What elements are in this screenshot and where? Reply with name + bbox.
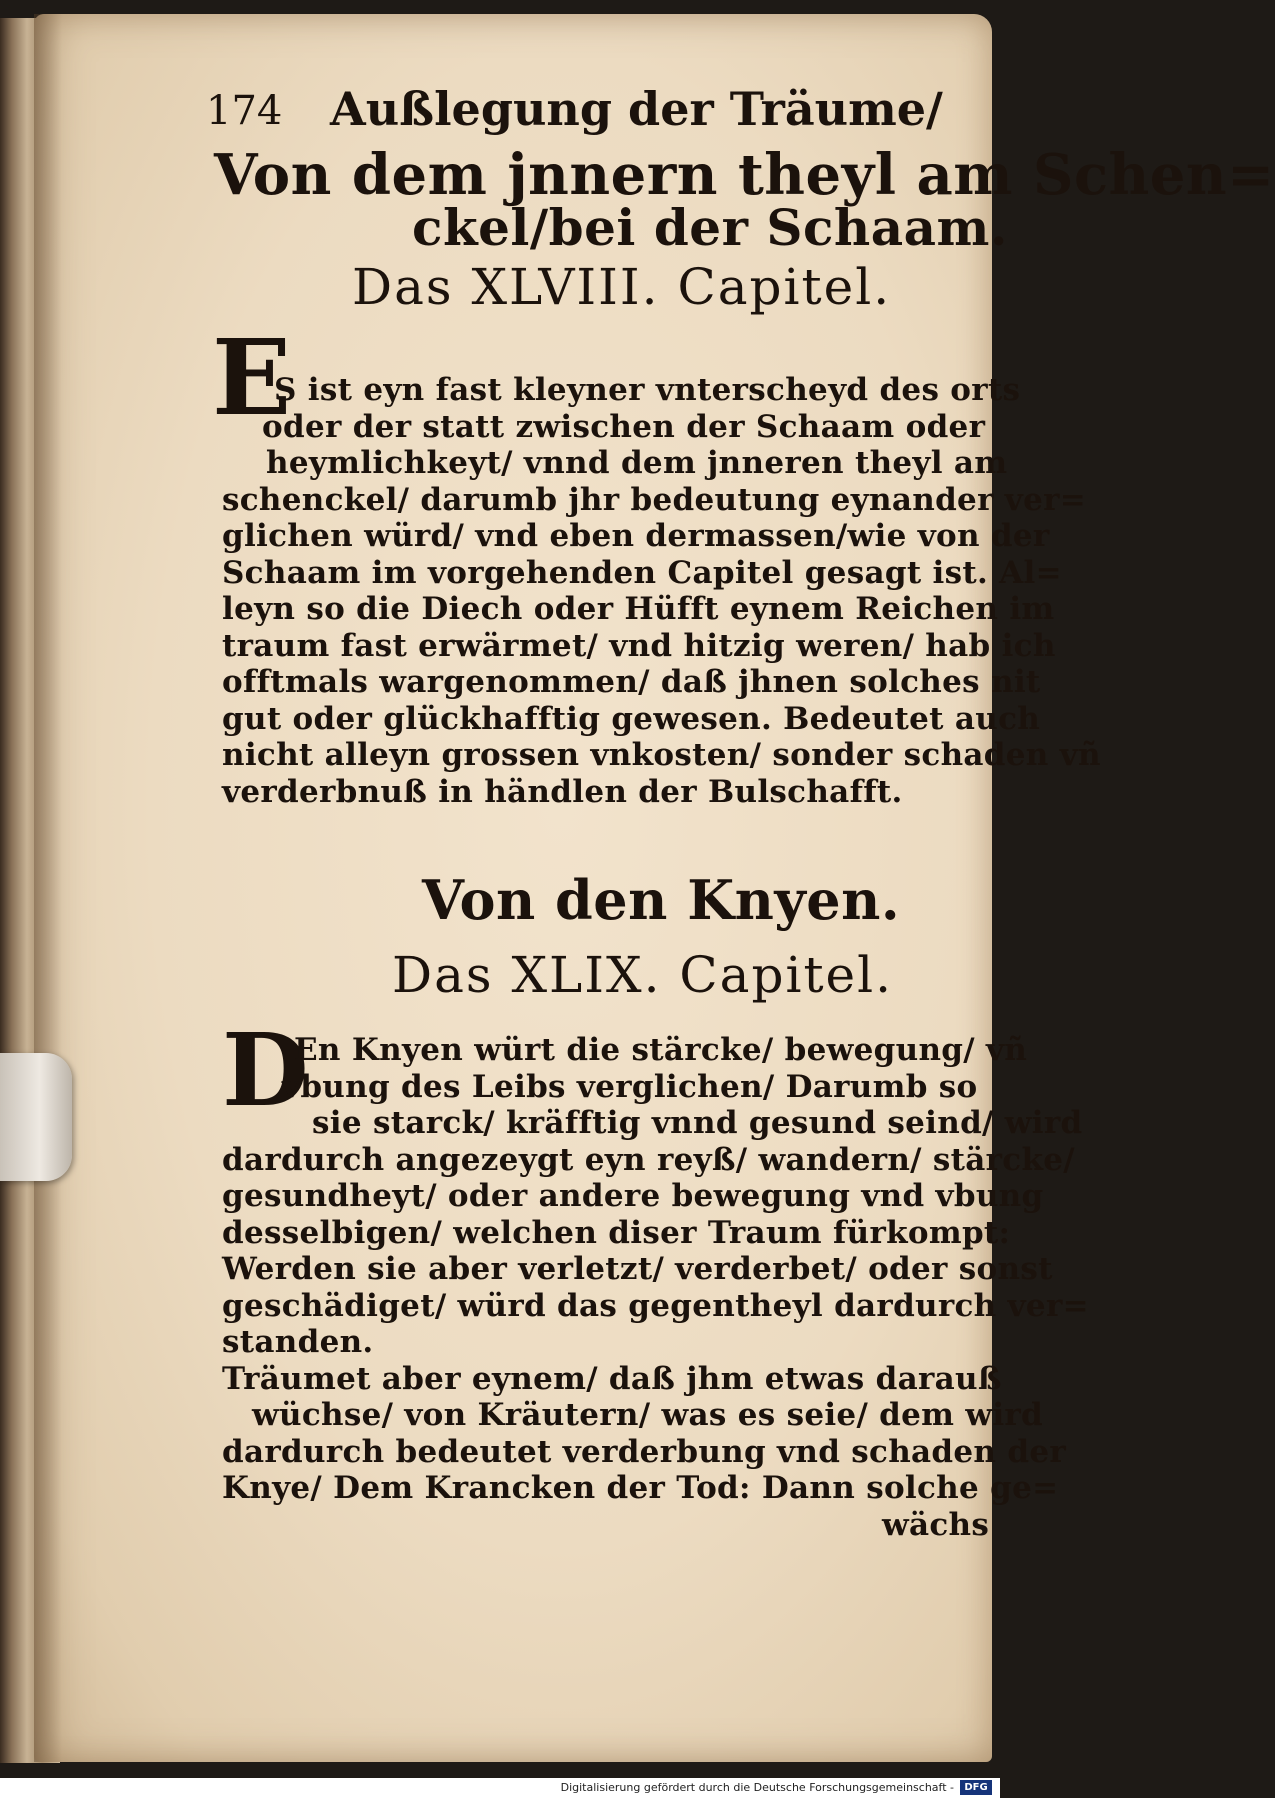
chapter-49-body-line: geschädiget/ würd das gegentheyl dardurch ver= [222,1287,1089,1324]
chapter-49-body-line: standen. [222,1324,374,1360]
chapter-49-body-line: dardurch bedeutet verderbung vnd schaden der [222,1433,1066,1470]
chapter-49-caption: Das XLIX. Capitel. [392,946,894,1004]
chapter-49-body-line: gesundheyt/ oder andere bewegung vnd vbung [222,1178,1044,1214]
chapter-49-body-line: Knye/ Dem Krancken der Tod: Dann solche ge= [222,1470,1059,1506]
chapter-49-body-line: vbung des Leibs verglichen/ Darumb so [282,1068,978,1105]
chapter-48-body-line: leyn so die Diech oder Hüfft eynem Reichen im [222,591,1055,627]
chapter-48-body-line: nicht alleyn grossen vnkosten/ sonder schaden vñ [222,737,1101,773]
chapter-48-body-line: gut oder glückhafftig gewesen. Bedeutet auch [222,700,1041,737]
chapter-48-initial: E [212,316,292,439]
page-clip [0,1053,72,1181]
chapter-49-body-line: Träumet aber eynem/ daß jhm etwas darauß [222,1360,1002,1397]
page-number: 174 [206,88,283,134]
chapter-48-body-line: verderbnuß in händlen der Bulschafft. [222,773,903,810]
chapter-49-title: Von den Knyen. [422,868,901,932]
chapter-49-initial: D [222,1011,309,1129]
chapter-49-body-line: wüchse/ von Kräutern/ was es seie/ dem wird [252,1397,1044,1433]
chapter-48-body-line: Schaam im vorgehenden Capitel gesagt ist. Al= [222,554,1062,591]
chapter-49-body-line: wächs [882,1506,990,1543]
chapter-48-body-line: offtmals wargenommen/ daß jhnen solches nit [222,664,1041,700]
chapter-48-caption: Das XLVIII. Capitel. [352,258,892,316]
running-title: Außlegung der Träume/ [330,82,943,136]
chapter-49-body-line: desselbigen/ welchen diser Traum fürkompt: [222,1214,1011,1251]
chapter-48-body-line: heymlichkeyt/ vnnd dem jnneren theyl am [266,445,1008,481]
chapter-49-body-line: Werden sie aber verletzt/ verderbet/ oder sonst [222,1251,1053,1287]
chapter-49-body-line: En Knyen würt die stärcke/ bewegung/ vñ [294,1032,1028,1068]
chapter-49-body-line: dardurch angezeygt eyn reyß/ wandern/ stärcke/ [222,1141,1075,1178]
chapter-48-body-line: S ist eyn fast kleyner vnterscheyd des orts [274,372,1021,408]
chapter-48-title-line-2: ckel/bei der Schaam. [412,198,1008,257]
chapter-48-body-line: traum fast erwärmet/ vnd hitzig weren/ hab ich [222,627,1056,664]
chapter-48-body-line: glichen würd/ vnd eben dermassen/wie von der [222,518,1050,554]
page-gutter-shadow [34,14,62,1762]
dfg-logo: DFG [960,1780,992,1795]
digitization-credit: Digitalisierung gefördert durch die Deutsche Forschungsgemeinschaft - [560,1781,954,1794]
chapter-48-body-line: oder der statt zwischen der Schaam oder [262,408,986,445]
chapter-49-body-line: sie starck/ kräfftig vnnd gesund seind/ wird [312,1105,1083,1141]
chapter-48-body-line: schenckel/ darumb jhr bedeutung eynander ver= [222,481,1087,518]
chapter-48-title-line-1: Von dem jnnern theyl am Schen= [214,142,1275,208]
